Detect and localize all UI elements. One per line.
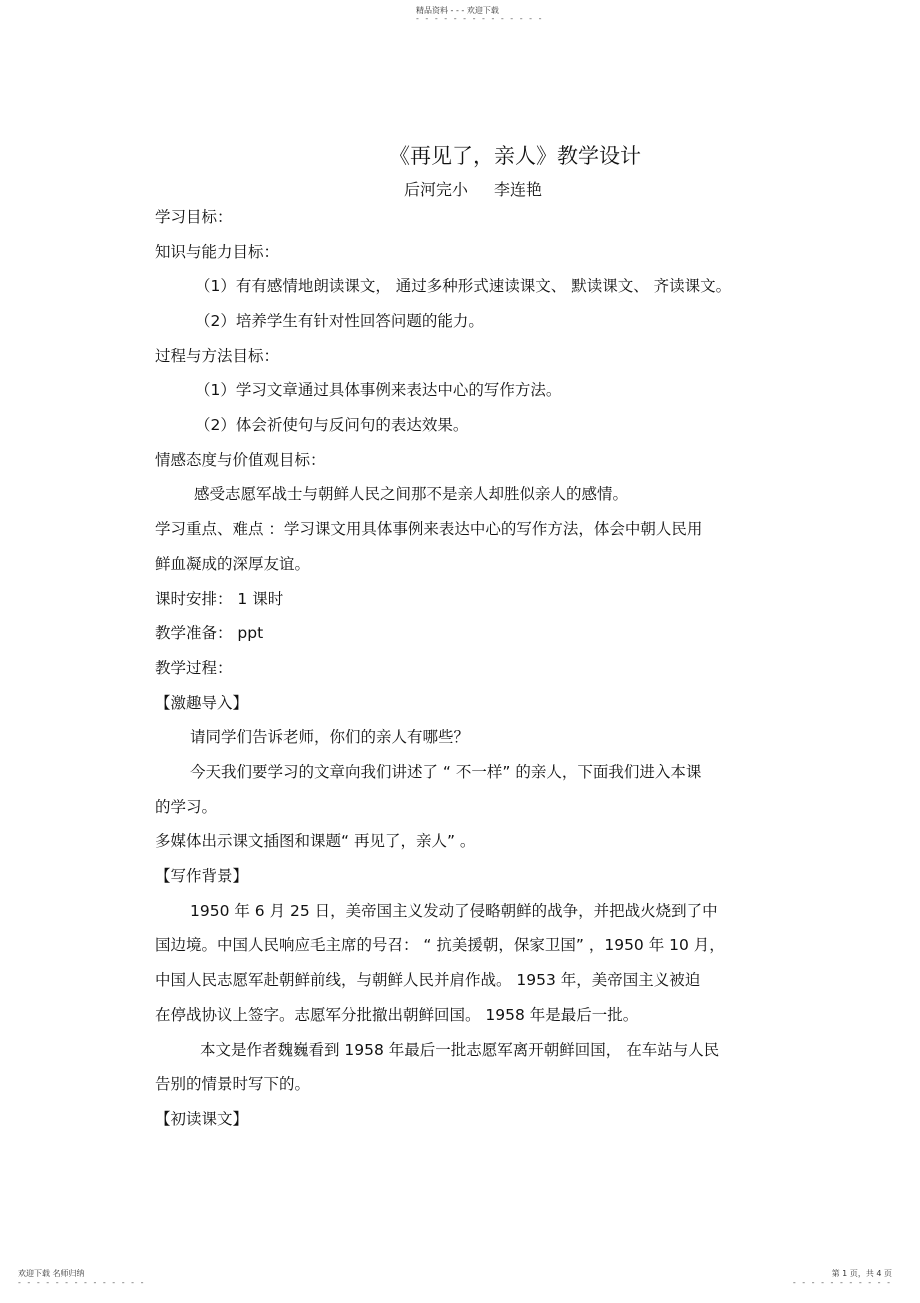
doc-line: 多媒体出示课文插图和课题“ 再见了，亲人” 。 bbox=[155, 832, 476, 850]
school-name: 后河完小 bbox=[404, 180, 469, 199]
doc-line: （1）有有感情地朗读课文， 通过多种形式速读课文、 默读课文、 齐读课文。 bbox=[195, 277, 732, 295]
doc-line: （2）体会祈使句与反问句的表达效果。 bbox=[195, 416, 469, 434]
doc-line: 本文是作者魏巍看到 1958 年最后一批志愿军离开朝鲜回国， 在车站与人民 bbox=[200, 1041, 720, 1059]
doc-line: 国边境。中国人民响应毛主席的号召： “ 抗美援朝，保家卫国” ，1950 年 10 月， bbox=[155, 936, 725, 954]
section-heading: 【写作背景】 bbox=[155, 867, 249, 885]
page-number: 第 1 页，共 4 页 bbox=[831, 1269, 892, 1278]
doc-line: （2）培养学生有针对性回答问题的能力。 bbox=[195, 312, 484, 330]
doc-line: 学习目标： bbox=[155, 208, 233, 226]
doc-line: 课时安排： 1 课时 bbox=[155, 590, 284, 608]
doc-line: （1）学习文章通过具体事例来表达中心的写作方法。 bbox=[195, 381, 562, 399]
doc-line: 1950 年 6 月 25 日，美帝国主义发动了侵略朝鲜的战争，并把战火烧到了中 bbox=[190, 902, 718, 920]
footer-left-dots: - - - - - - - - - - - - - - bbox=[18, 1278, 146, 1287]
doc-line: 中国人民志愿军赴朝鲜前线，与朝鲜人民并肩作战。 1953 年，美帝国主义被迫 bbox=[155, 971, 701, 989]
doc-line: 教学过程： bbox=[155, 659, 233, 677]
doc-line: 今天我们要学习的文章向我们讲述了 “ 不一样” 的亲人，下面我们进入本课 bbox=[190, 763, 702, 781]
header-text: 精品资料 - - - 欢迎下载 bbox=[416, 6, 499, 15]
doc-line: 鲜血凝成的深厚友谊。 bbox=[155, 555, 311, 573]
section-heading: 【初读课文】 bbox=[155, 1110, 249, 1128]
header-dots: - - - - - - - - - - - - - - bbox=[416, 14, 544, 23]
doc-line: 教学准备： ppt bbox=[155, 624, 264, 642]
doc-line: 的学习。 bbox=[155, 798, 218, 816]
page-title: 《再见了，亲人》教学设计 bbox=[389, 144, 641, 168]
doc-line: 过程与方法目标： bbox=[155, 347, 280, 365]
section-heading: 【激趣导入】 bbox=[155, 694, 249, 712]
doc-line: 感受志愿军战士与朝鲜人民之间那不是亲人却胜似亲人的感情。 bbox=[194, 485, 629, 503]
doc-line: 学习重点、难点 ：学习课文用具体事例来表达中心的写作方法，体会中朝人民用 bbox=[155, 520, 703, 538]
doc-line: 在停战协议上签字。志愿军分批撤出朝鲜回国。 1958 年是最后一批。 bbox=[155, 1006, 639, 1024]
doc-line: 情感态度与价值观目标： bbox=[155, 451, 326, 469]
author-name: 李连艳 bbox=[494, 180, 543, 199]
doc-line: 请同学们告诉老师，你们的亲人有哪些？ bbox=[190, 728, 470, 746]
doc-line: 告别的情景时写下的。 bbox=[155, 1075, 311, 1093]
doc-line: 知识与能力目标： bbox=[155, 243, 280, 261]
footer-left-text: 欢迎下载 名师归纳 bbox=[18, 1269, 85, 1278]
footer-right-dots: - - - - - - - - - - - bbox=[792, 1278, 892, 1287]
